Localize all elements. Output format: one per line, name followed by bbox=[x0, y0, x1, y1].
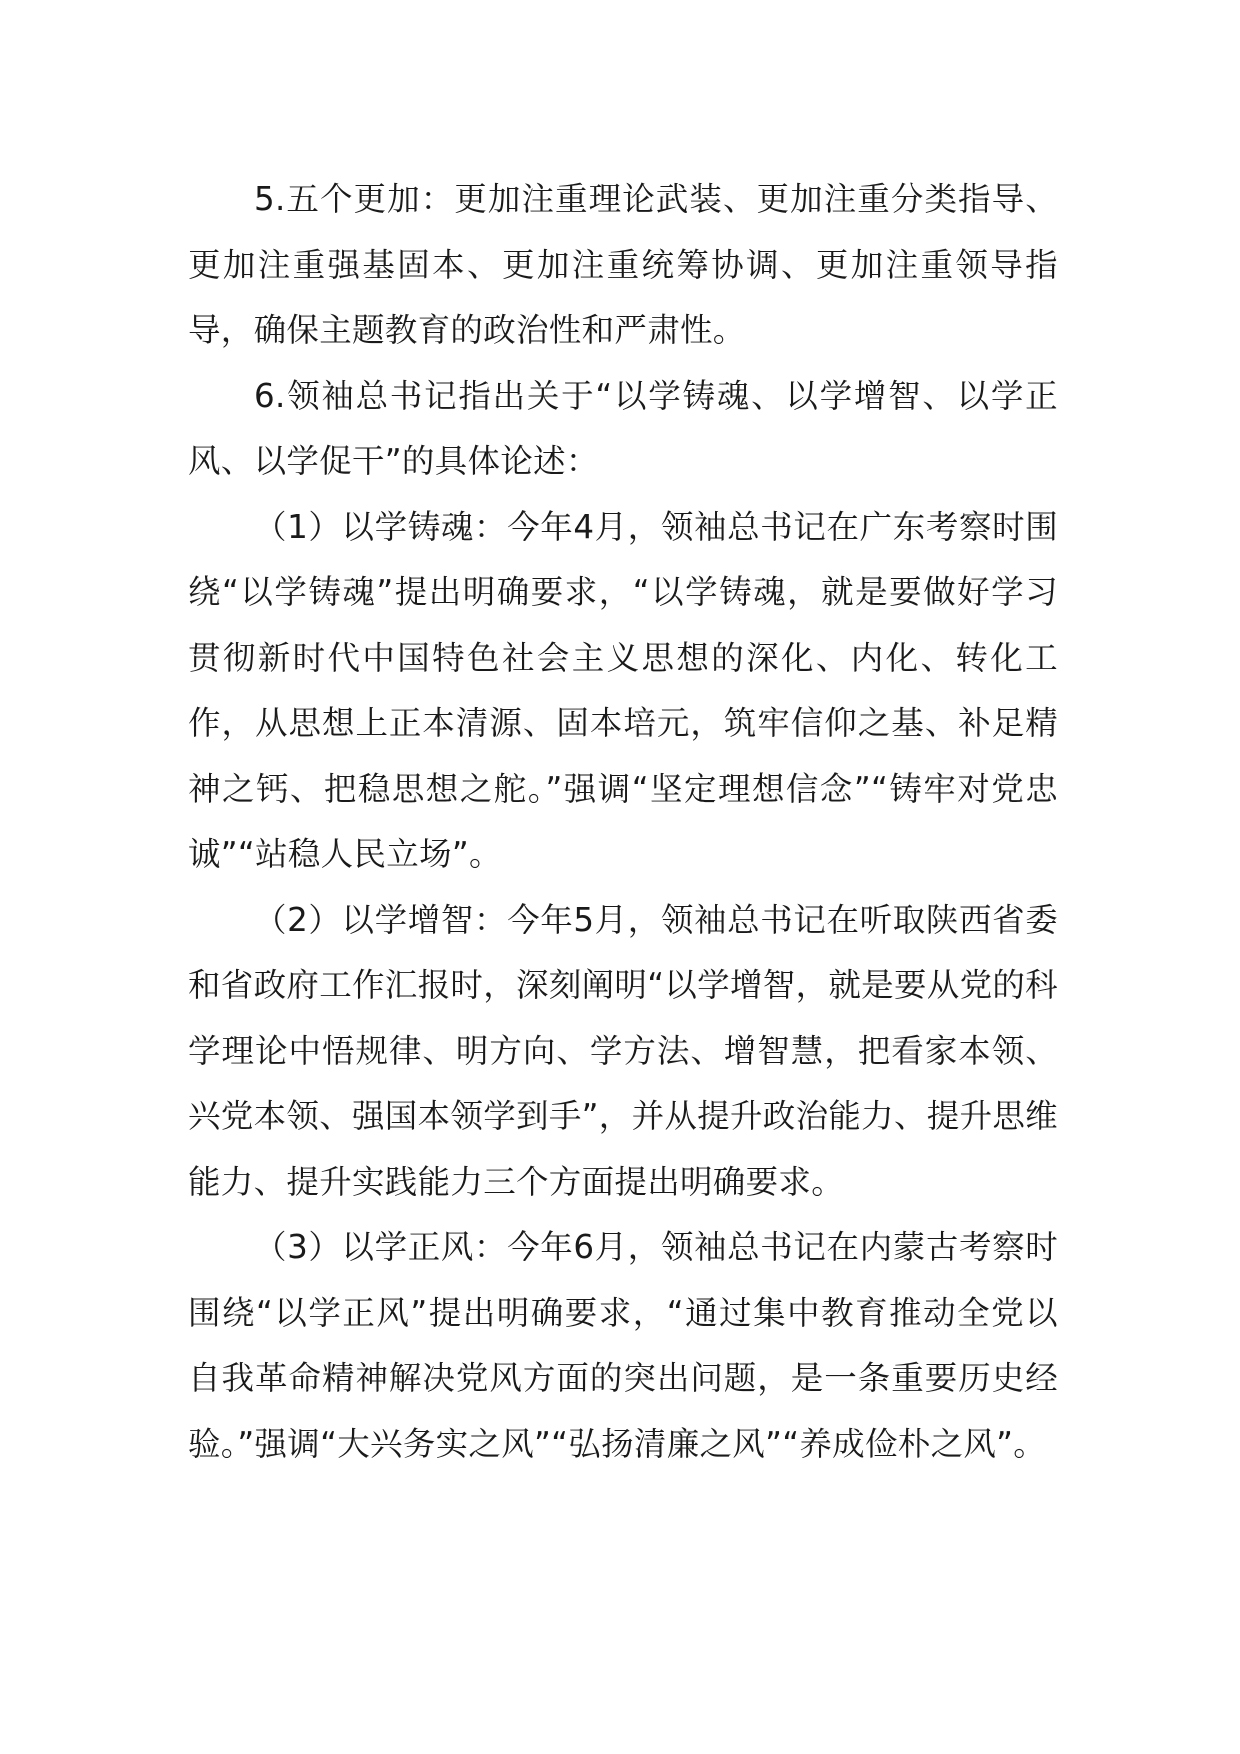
paragraph-six-intro: 6.领袖总书记指出关于“以学铸魂、以学增智、以学正风、以学促干”的具体论述： bbox=[188, 376, 1058, 480]
paragraph-wisdom: （2）以学增智：今年5月，领袖总书记在听取陕西省委和省政府工作汇报时，深刻阐明“以学增智，就是要从党的科学理论中悟规律、明方向、学方法、增智慧，把看家本领、兴党本领、强国本领学到手”，并从提升政治能力、提升思维能力、提升实践能力三个方面提出明确要求。 bbox=[188, 900, 1058, 1201]
paragraph-soul: （1）以学铸魂：今年4月，领袖总书记在广东考察时围绕“以学铸魂”提出明确要求，“以学铸魂，就是要做好学习贯彻新时代中国特色社会主义思想的深化、内化、转化工作，从思想上正本清源、固本培元，筑牢信仰之基、补足精神之钙、把稳思想之舵。”强调“坚定理想信念”“铸牢对党忠诚”“站稳人民立场”。 bbox=[188, 507, 1058, 873]
document-body bbox=[188, 167, 1058, 1477]
paragraph-five-more: 5.五个更加：更加注重理论武装、更加注重分类指导、更加注重强基固本、更加注重统筹协调、更加注重领导指导，确保主题教育的政治性和严肃性。 bbox=[188, 180, 1058, 349]
paragraph-style: （3）以学正风：今年6月，领袖总书记在内蒙古考察时围绕“以学正风”提出明确要求，“通过集中教育推动全党以自我革命精神解决党风方面的突出问题，是一条重要历史经验。”强调“大兴务实之风”“弘扬清廉之风”“养成俭朴之风”。 bbox=[188, 1228, 1058, 1463]
